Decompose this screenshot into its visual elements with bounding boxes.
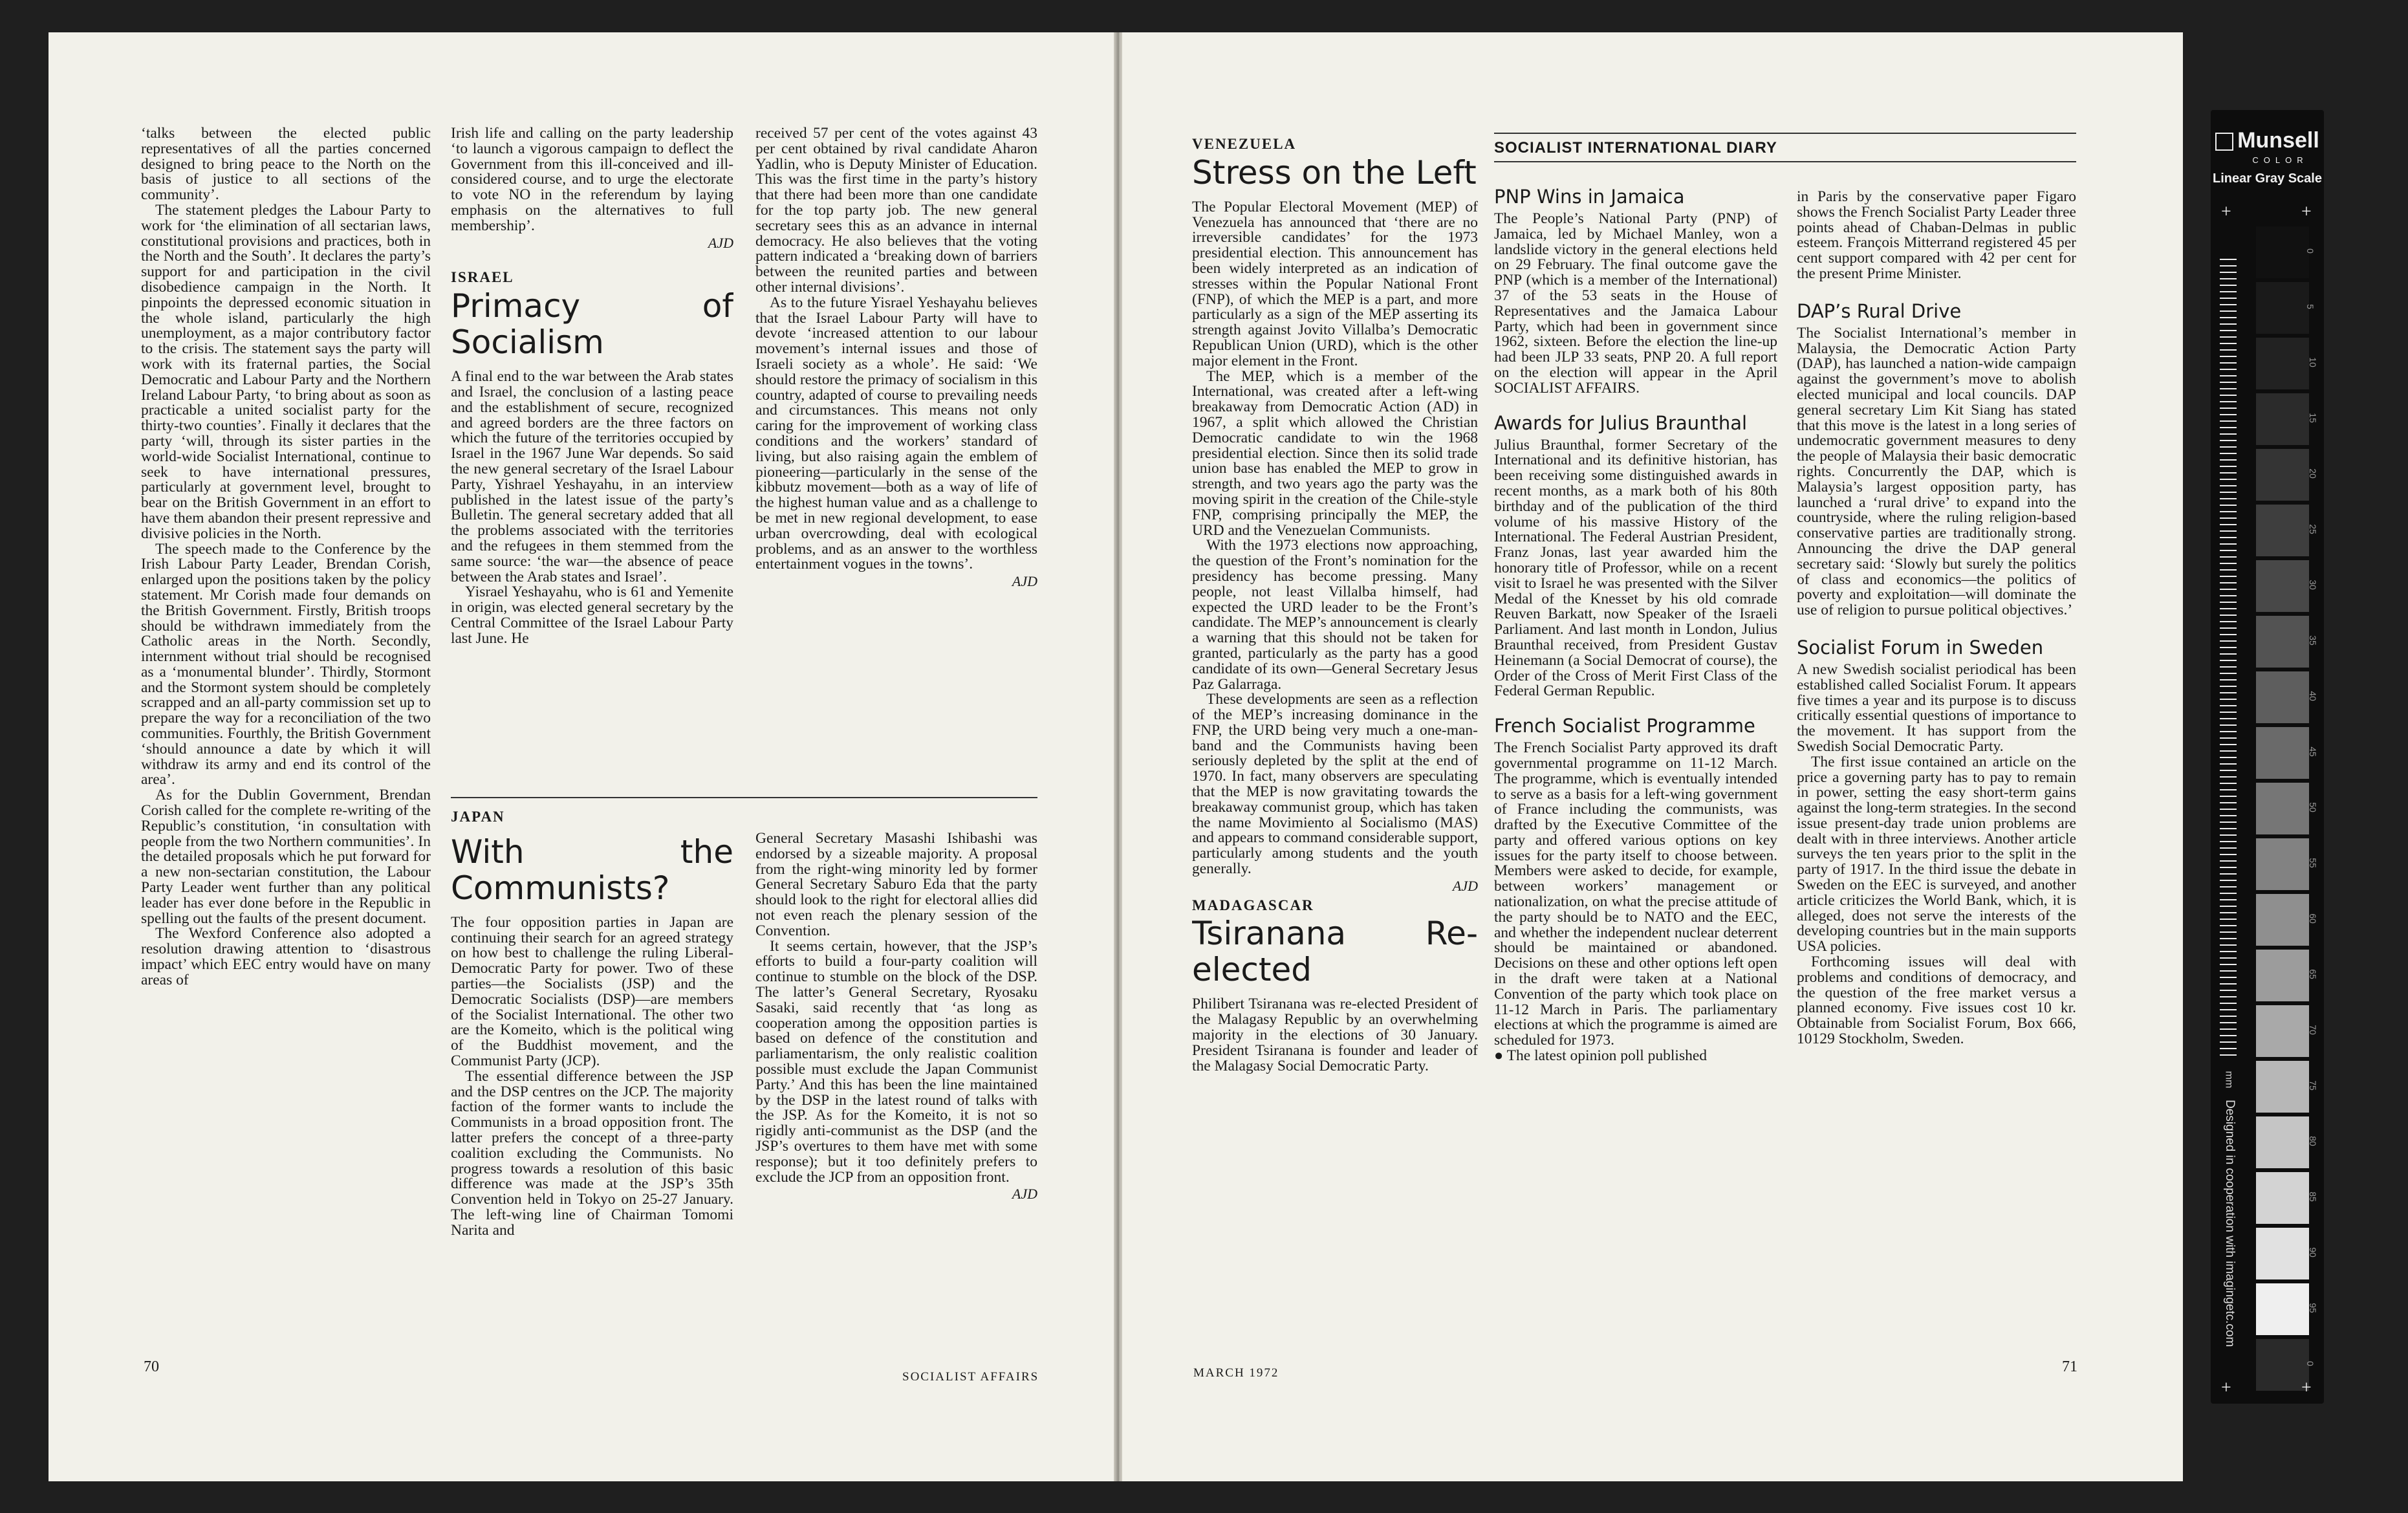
gray-patch [2256,226,2309,278]
step-number: 70 [2307,1025,2318,1035]
step-number: 0 [2305,248,2316,254]
diary-header: SOCIALIST INTERNATIONAL DIARY [1494,133,2076,162]
diary-headline: PNP Wins in Jamaica [1494,186,1685,208]
article-headline: Stress on the Left [1192,153,1477,191]
plus-mark: + [2221,1378,2231,1398]
grid-icon [2215,133,2233,151]
bullet-paragraph: ● The latest opinion poll published [1494,1047,1708,1065]
paragraph: The Socialist International’s member in Malaysia, the Democratic Action Party (DAP), has launched a nation-wide campaign against the government’s move to abolish elected municipal and local councils. DAP general secretary Lim Kit Siang has stated that this move is the latest in a long series of undemocratic government measures to deny the people of Malaysia their basic democratic rights. Concurrently the DAP, which is Malaysia’s largest opposition party, has launched a ‘rural drive’ to expand into the countryside, where the ruling religion-based conservative parties are traditionally strong. Announcing the drive the DAP general secretary said: ‘Slowly but surely the politics of class and economics—the politics of poverty and exploitation—will dominate the use of religion to pursue political objectives.’ [1797,324,2076,619]
gray-patch [2256,616,2309,668]
country-label: ISRAEL [451,269,514,286]
page-number: 70 [144,1358,159,1375]
diary-headline: Socialist Forum in Sweden [1797,636,2044,659]
gray-patch [2256,505,2309,556]
step-number: 50 [2307,802,2318,812]
credit-text: Designed in cooperation with imagingetc.com [2223,1100,2237,1347]
author-signature: AJD [1012,1186,1037,1203]
paragraph: Forthcoming issues will deal with problems and conditions of democracy, and the question of the free market versus a planned economy. Five issues cost 10 kr. Obtainable from Socialist Forum, Box 666, 10129 Stockholm, Sweden. [1797,953,2076,1048]
step-number: 5 [2305,304,2316,309]
left-column-3-top [755,126,1037,789]
running-footer: SOCIALIST AFFAIRS [902,1370,1039,1384]
paragraph: The People’s National Party (PNP) of Jamaica, led by Michael Manley, won a landslide victory in the general elections held on 29 February. The final outcome gave the PNP (which is a member of the International) 37 of the 53 seats in the House of Representatives and the Jamaica Labour Party, which had been in government since 1962, sixteen. Before the election the line-up had been JLP 33 seats, PNP 20. A full report on the election will appear in the April SOCIALIST AFFAIRS. [1494,210,1777,397]
paragraph: ‘talks between the elected public representatives of all the parties concerned designed to bring peace to the North on the basis of justice to all sections of the community’. [141,126,431,204]
step-number: 85 [2307,1192,2318,1202]
left-column-2-bottom [451,805,733,1349]
bullet-text: The latest opinion poll published [1506,1047,1708,1065]
right-column-2 [1494,178,1777,1349]
paragraph: The essential difference between the JSP and the DSP centres on the JCP. The majority faction of the former wants to include the Communists in a broad opposition front. The latter prefers the concept of a three-party coalition excluding the Communists. No progress towards a resolution of this basic difference was made at the JSP’s 35th Convention held in Tokyo on 25-27 January. The left-wing line of Chairman Tomomi Narita and [451,1067,733,1239]
country-label: JAPAN [451,809,505,825]
paragraph: The first issue contained an article on the price a governing party has to pay to remain in power, setting the easy short-term gains against the long-term strategies. In the second issue present-day trade union problems are dealt with in three interviews. Another article surveys the ten years prior to the split in the party of 1917. In the third issue the debate in Sweden on the EEC is surveyed, and another article criticizes the World Bank, which, it is alleged, does not serve the interests of the developing countries but in the main supports USA policies. [1797,753,2076,955]
plus-mark: + [2301,1378,2312,1398]
paragraph: Irish life and calling on the party leadership ‘to launch a vigorous campaign to deflect the Government from this ill-conceived and ill-considered course, and to urge the electorate to vote NO in the referendum by laying emphasis on the alternatives to full membership’. [451,126,733,234]
paragraph: As for the Dublin Government, Brendan Corish called for the complete re-writing of the Republic’s constitution, ‘in consultation with people from the two Northern communities’. In the detailed proposals which he put forward for a new non-sectarian constitution, the Labour Party Leader went further than any political leader has ever done before in the Republic in spelling out the faults of the present document. [141,787,431,927]
brand-subtitle: COLOR [2252,155,2308,165]
paragraph: With the 1973 elections now approaching, the question of the Front’s nomination for the presidency has become pressing. Many people, not least Villalba himself, had expected the URD leader to be the Front’s candidate. The MEP’s announcement is clearly a warning that this should not be taken for granted, particularly as the party has a good candidate of its own—General Secretary Jesus Paz Galarraga. [1192,537,1478,693]
step-number: 30 [2307,580,2318,590]
step-number: 60 [2307,913,2318,924]
paragraph: The statement pledges the Labour Party to work for ‘the elimination of all sectarian laws, constitutional provisions and practices, both in the North and the South’. It declares the party’s support for and participation in the civil disobedience campaign in the North. It pinpoints the depressed economic situation in the whole island, particularly the high unemployment, as a major contributory factor to the crisis. The statement says the party will work with its fraternal parties, the Social Democratic and Labour Party and the Northern Ireland Labour Party, ‘to bring about as soon as practicable a united socialist party for the thirty-two counties’. Finally it declares that the party ‘will, through its sister parties in the world-wide Socialist International, continue to seek to have international pressures, particularly at government level, brought to bear on the British Government in an effort to have them abandon their present repressive and divisive policies in the North. [141,201,431,542]
step-number: 15 [2307,413,2318,423]
paragraph: Yisrael Yeshayahu, who is 61 and Yemenite in origin, was elected general secretary by the Central Committee of the Israel Labour Party last June. He [451,583,733,647]
gray-patch [2256,1283,2309,1335]
paragraph: It seems certain, however, that the JSP’s efforts to build a four-party coalition will continue to stumble on the block of the DSP. The latter’s General Secretary, Ryosaku Sasaki, said recently that ‘as long as cooperation among the opposition parties is based on defence of the constitution and parliamentarism, the only realistic coalition possible must exclude the Japan Communist Party.’ And this has been the line maintained by the DSP in the latest round of talks with the JSP. As for the Komeito, it is not so rigidly anti-communist as the DSP (and the JSP’s overtures to them have met with some response); but it too definitely prefers to exclude the JCP from an opposition front. [755,937,1037,1186]
step-number: 45 [2307,746,2318,757]
gray-patch [2256,783,2309,834]
paragraph: The Popular Electoral Movement (MEP) of Venezuela has announced that ‘there are no irreversible candidates’ for the 1973 presidential election. This announcement has been widely interpreted as an indication of stresses within the Popular National Front (FNP), of which the MEP is a part, and more particularly as a sign of the MEP asserting its strength against Jovito Villalba’s Democratic Republican Union (URD), which is the other major element in the Front. [1192,198,1478,369]
step-number: 55 [2307,858,2318,868]
step-number: 75 [2307,1080,2318,1091]
step-number: 35 [2307,635,2318,646]
gray-scale-card [2211,110,2324,1404]
gray-patch [2256,894,2309,946]
gray-patch [2256,1061,2309,1113]
paragraph: As to the future Yisrael Yeshayahu believes that the Israel Labour Party will have to devote ‘increased attention to our labour movement’s internal issues and those of Israeli society as a whole’. He said: ‘We should restore the primacy of socialism in this country, adapted of course to prevailing needs and circumstances. This means not only caring for the improvement of working class conditions and the workers’ standard of living, but also raising again the emblem of pioneering—particularly in the sense of the kibbutz movement—both as a way of life of the highest human value and as a challenge to be met in new regional development, to ease urban overcrowding, deal with ecological problems, and as an answer to the worthless entertainment vogues in the towns’. [755,294,1037,573]
step-number: 0 [2305,1361,2316,1366]
left-column-2-top [451,126,733,776]
mm-ruler [2220,259,2237,1061]
gray-patch [2256,671,2309,723]
author-signature: AJD [1012,573,1037,590]
diary-headline: French Socialist Programme [1494,715,1755,737]
gray-patch [2256,393,2309,445]
paragraph: A final end to the war between the Arab states and Israel, the conclusion of a lasting peace and the establishment of secure, recognized and agreed borders are the three factors on which the future of the territories occupied by Israel in the 1967 June War depends. So said the new general secretary of the Israel Labour Party, Yishrael Yeshayahu, in an interview published in the latest issue of the party’s Bulletin. The general secretary added that all the problems associated with the territories and the refugees in them stemmed from the same source: ‘the war—the absence of peace between the Arab states and Israel’. [451,368,733,585]
gray-patch [2256,727,2309,779]
diary-headline: Awards for Julius Braunthal [1494,411,1748,434]
paragraph: Philibert Tsiranana was re-elected President of the Malagasy Republic by an overwhelming majority in the elections of 30 January. President Tsiranana is founder and leader of the Malagasy Social Democratic Party. [1192,996,1478,1074]
gray-patch [2256,282,2309,334]
paragraph: Julius Braunthal, former Secretary of the International and its definitive historian, has been receiving some distinguished awards in recent months, as a mark both of his 80th birthday and of the publication of the third volume of his massive History of the International. The Federal Austrian President, Franz Jonas, last year awarded him the honorary title of Professor, while on a recent visit to Israel he was presented with the Silver Medal of the Knesset by his old comrade Reuven Barkatt, now Speaker of the Israeli Parliament. And last month in London, Julius Braunthal received, from President Gustav Heinemann (a Social Democrat of course), the Order of the Cross of Merit First Class of the Federal German Republic. [1494,436,1777,700]
paragraph: The speech made to the Conference by the Irish Labour Party Leader, Brendan Corish, enlarged upon the positions taken by the policy statement. Mr Corish made four demands on the British Government. Firstly, British troops should be withdrawn immediately from the Catholic areas in the North. Secondly, internment without trial should be recognised as a ‘monumental blunder’. Thirdly, Stormont and the Stormont system should be completely scrapped and an all-party commission set up to prepare the way for a reconciliation of the two communities. Fourthly, the British Government ‘should announce a date by which it will withdraw its army and end its control of the area’. [141,540,431,789]
paragraph: in Paris by the conservative paper Figaro shows the French Socialist Party Leader three points ahead of Chaban-Delmas in public esteem. François Mitterrand registered 45 per cent support compared with 42 per cent for the present Prime Minister. [1797,190,2076,282]
running-footer: MARCH 1972 [1193,1366,1279,1380]
paragraph: The four opposition parties in Japan are continuing their search for an agreed strategy on how best to challenge the ruling Liberal-Democratic Party for power. Two of these parties—the Socialists (JSP) and the Democratic Socialists (DSP)—are members of the Socialist International. The other two are the Komeito, which is the political wing of the Buddhist movement, and the Communist Party (JCP). [451,913,733,1069]
step-number: 20 [2307,468,2318,479]
country-label: VENEZUELA [1192,136,1297,152]
gray-patch [2256,1172,2309,1224]
right-column-1 [1192,133,1478,1349]
gray-patch [2256,1005,2309,1057]
scale-title: Linear Gray Scale [2213,171,2322,186]
paragraph: The Wexford Conference also adopted a resolution drawing attention to ‘disastrous impact’ which EEC entry would have on many areas of [141,925,431,988]
paragraph: A new Swedish socialist periodical has been established called Socialist Forum. It appears five times a year and its purpose is to discuss critically essential questions of importance to the movement. It has support from the Swedish Social Democratic Party. [1797,660,2076,755]
paragraph: General Secretary Masashi Ishibashi was endorsed by a sizeable majority. A proposal from the right-wing minority led by former General Secretary Saburo Eda that the party should look to the right for electoral allies did not even reach the plenary session of the Convention. [755,831,1037,939]
step-number: 40 [2307,691,2318,701]
diary-headline: DAP’s Rural Drive [1797,299,1962,322]
gray-patch [2256,1228,2309,1279]
section-divider [451,797,1037,798]
article-headline: Tsiranana Re-elected [1192,915,1478,989]
brand-name: Munsell [2237,128,2319,153]
step-number: 65 [2307,969,2318,979]
step-number: 95 [2307,1303,2318,1313]
page-number: 71 [2062,1358,2077,1375]
plus-mark: + [2301,202,2312,222]
gray-patch [2256,338,2309,389]
paragraph: The French Socialist Party approved its draft governmental programme on 11-12 March. The programme, which is eventually intended to serve as a basis for a left-wing government of France including the communists, was drafted by the Executive Committee of the party and offered various options on key issues for the party itself to choose between. Members were asked to decide, for example, between workers’ management or nationalization, on what the precise attitude of the party should be to NATO and the EEC, and whether the independent nuclear deterrent should be maintained or abandoned. Decisions on these and other options left open in the draft were taken at a National Convention of the party which took place on 11-12 March in Paris. The parliamentary elections at which the programme is aimed are scheduled for 1973. [1494,739,1777,1049]
gray-patch [2256,950,2309,1001]
paragraph: These developments are seen as a reflection of the MEP’s increasing dominance in the FNP, the URD being very much a one-man-band and the Communists having been seriously depleted by the split at the end of 1970. In fact, many observers are speculating that the MEP is now gravitating towards the breakaway communist group, which has taken the name Movimiento al Socialismo (MAS) and appears to command considerable support, particularly among students and the youth generally. [1192,691,1478,878]
author-signature: AJD [708,234,733,251]
gray-patch [2256,838,2309,890]
country-label: MADAGASCAR [1192,897,1314,913]
step-number: 80 [2307,1136,2318,1146]
step-number: 10 [2307,357,2318,367]
right-column-3 [1797,190,2076,1347]
step-number: 25 [2307,524,2318,534]
paragraph: The MEP, which is a member of the International, was created after a left-wing breakaway from Democratic Action (AD) in 1967, a split which allowed the Christian Democratic candidate to win the 1968 presidential election. Since then its solid trade union base has enabled the MEP to grow in strength, and two years ago the party was the moving spirit in the creation of the Chile-style FNP, comprising principally the MEP, the URD and the Venezuelan Communists. [1192,367,1478,539]
step-number: 90 [2307,1247,2318,1257]
article-headline: With the Communists? [451,833,733,907]
left-column-3-bottom [755,831,1037,1349]
left-column-1 [141,126,431,1342]
unit-label: mm [2223,1071,2235,1089]
article-headline: Primacy of Socialism [451,287,733,362]
paragraph: received 57 per cent of the votes against 43 per cent obtained by rival candidate Aharon Yadlin, who is Deputy Minister of Education. This was the first time in the party’s history that there had been more than one candidate for the top party job. The new general secretary sees this as an advance in internal democracy. He also believes that the voting pattern indicated a ‘breaking down of barriers between the reunited parties and between other internal divisions’. [755,126,1037,296]
author-signature: AJD [1452,877,1478,894]
gray-patch [2256,560,2309,612]
plus-mark: + [2221,202,2231,222]
munsell-logo [2211,128,2324,153]
gray-patch [2256,1116,2309,1168]
gray-patch [2256,449,2309,501]
